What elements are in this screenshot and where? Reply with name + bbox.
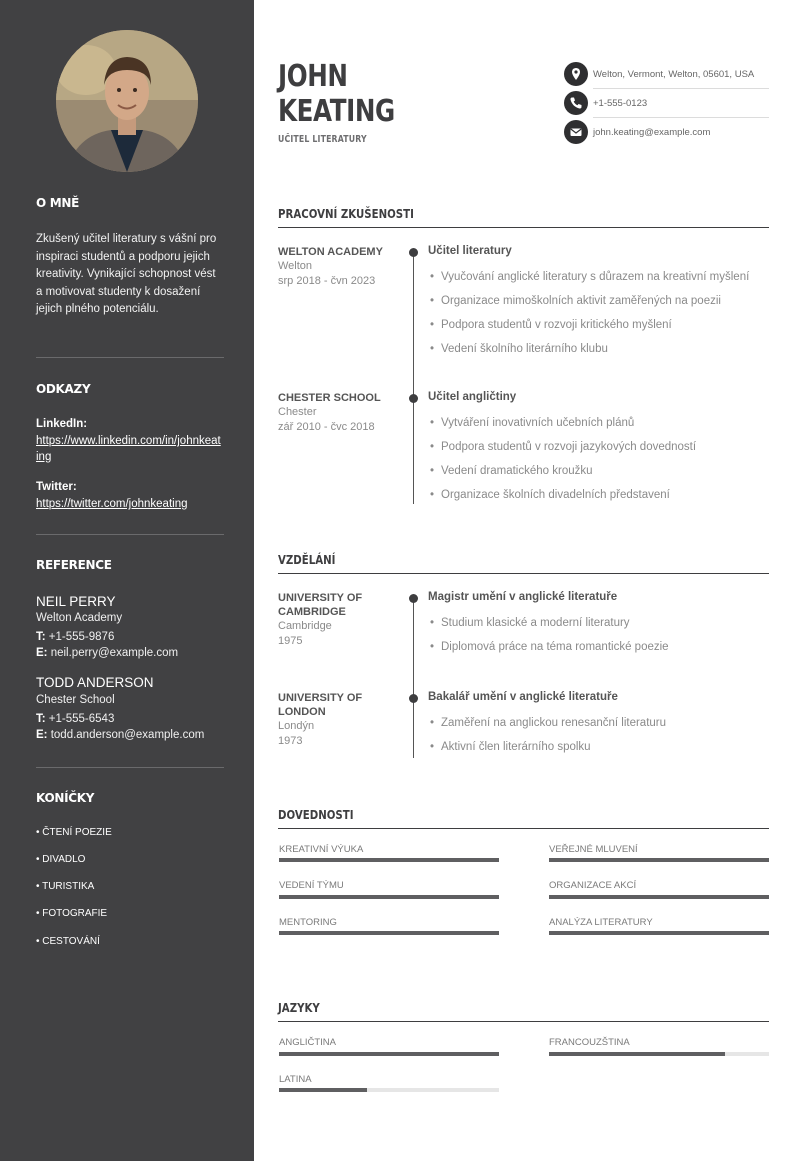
language-name: LATINA <box>279 1074 312 1085</box>
skill-name: VEDENÍ TÝMU <box>279 880 344 891</box>
reference-phone <box>36 713 114 725</box>
skill-bar-fill <box>549 895 769 899</box>
date-range: srp 2018 - čvn 2023 <box>278 275 376 287</box>
year: 1973 <box>278 735 303 747</box>
education-heading: VZDĚLÁNÍ <box>278 553 336 567</box>
location: Chester <box>278 406 317 418</box>
reference-name: TODD ANDERSON <box>36 675 154 690</box>
timeline-dot <box>409 694 418 703</box>
language-name: ANGLIČTINA <box>279 1037 337 1048</box>
hobby-item: • FOTOGRAFIE <box>36 908 108 919</box>
language-bar <box>549 1052 769 1056</box>
divider <box>36 357 224 358</box>
school: UNIVERSITY OF CAMBRIDGE <box>278 592 363 618</box>
hobby-item: • ČTENÍ POEZIE <box>36 827 112 838</box>
skill-bar-fill <box>279 931 499 935</box>
email-label: E: <box>36 729 48 741</box>
section-rule <box>278 227 769 228</box>
language-bar-fill <box>279 1088 367 1092</box>
skill-bar <box>279 895 499 899</box>
last-name: KEATING <box>278 94 395 129</box>
phone-label: T: <box>36 713 46 725</box>
twitter-link[interactable]: https://twitter.com/johnkeating <box>36 498 188 510</box>
list-item: • Studium klasické a moderní literatury <box>430 617 630 629</box>
hobbies-heading: KONÍČKY <box>36 791 95 805</box>
language-bar-fill <box>279 1052 499 1056</box>
timeline-dot <box>409 394 418 403</box>
email-value: neil.perry@example.com <box>50 647 179 659</box>
list-item: • Diplomová práce na téma romantické poezie <box>430 641 669 653</box>
language-bar-fill <box>549 1052 725 1056</box>
contact-email: john.keating@example.com <box>593 127 711 138</box>
skill-bar <box>549 858 769 862</box>
location-icon <box>564 62 588 86</box>
divider <box>593 88 769 89</box>
references-heading: REFERENCE <box>36 558 112 572</box>
school: UNIVERSITY OF LONDON <box>278 692 363 718</box>
skills-heading: DOVEDNOSTI <box>278 808 354 822</box>
linkedin-label: LinkedIn: <box>36 418 88 430</box>
reference-phone <box>36 631 114 643</box>
links-heading: ODKAZY <box>36 382 91 396</box>
timeline <box>413 598 414 758</box>
linkedin-link[interactable]: https://www.linkedin.com/in/johnkeating <box>36 435 221 463</box>
about-heading: O MNĚ <box>36 196 80 210</box>
phone-label: T: <box>36 631 46 643</box>
timeline-dot <box>409 594 418 603</box>
skill-name: KREATIVNÍ VÝUKA <box>279 844 364 855</box>
skill-bar-fill <box>549 931 769 935</box>
phone-value: +1-555-6543 <box>48 713 115 725</box>
email-label: E: <box>36 647 48 659</box>
skill-bar <box>549 931 769 935</box>
divider <box>36 767 224 768</box>
skill-bar-fill <box>549 858 769 862</box>
twitter-label: Twitter: <box>36 481 77 493</box>
contact-phone: +1-555-0123 <box>593 98 648 109</box>
employer: WELTON ACADEMY <box>278 246 383 258</box>
first-name: JOHN <box>278 59 348 94</box>
divider <box>593 117 769 118</box>
divider <box>36 534 224 535</box>
reference-org: Welton Academy <box>36 612 123 624</box>
list-item: • Podpora studentů v rozvoji jazykových dovedností <box>430 441 696 453</box>
skill-bar-fill <box>279 858 499 862</box>
list-item: • Vyučování anglické literatury s důrazem na kreativní myšlení <box>430 271 749 283</box>
portrait-photo-icon <box>56 30 198 172</box>
timeline <box>413 252 414 504</box>
list-item: • Zaměření na anglickou renesanční literaturu <box>430 717 666 729</box>
list-item: • Vedení dramatického kroužku <box>430 465 593 477</box>
reference-org: Chester School <box>36 694 115 706</box>
skill-bar <box>279 931 499 935</box>
reference-email <box>36 647 178 659</box>
degree-title: Magistr umění v anglické literatuře <box>428 591 618 603</box>
language-bar <box>279 1052 499 1056</box>
skill-bar <box>279 858 499 862</box>
position-title: Učitel literatury <box>428 245 512 257</box>
degree-title: Bakalář umění v anglické literatuře <box>428 691 618 703</box>
list-item: • Aktivní člen literárního spolku <box>430 741 591 753</box>
skill-name: ANALÝZA LITERATURY <box>549 917 653 928</box>
date-range: zář 2010 - čvc 2018 <box>278 421 375 433</box>
email-value: todd.anderson@example.com <box>50 729 205 741</box>
sidebar <box>0 0 254 1161</box>
skill-name: MENTORING <box>279 917 337 928</box>
position-title: Učitel angličtiny <box>428 391 517 403</box>
list-item: • Podpora studentů v rozvoji kritického myšlení <box>430 319 672 331</box>
year: 1975 <box>278 635 303 647</box>
employer: CHESTER SCHOOL <box>278 392 381 404</box>
location: Cambridge <box>278 620 332 632</box>
section-rule <box>278 573 769 574</box>
reference-email <box>36 729 204 741</box>
skill-bar-fill <box>279 895 499 899</box>
list-item: • Vytváření inovativních učebních plánů <box>430 417 634 429</box>
language-name: FRANCOUZŠTINA <box>549 1037 630 1048</box>
contact-address: Welton, Vermont, Welton, 05601, USA <box>593 69 755 80</box>
skill-name: ORGANIZACE AKCÍ <box>549 880 637 891</box>
section-rule <box>278 1021 769 1022</box>
list-item: • Organizace mimoškolních aktivit zaměřených na poezii <box>430 295 721 307</box>
languages-heading: JAZYKY <box>278 1001 320 1015</box>
hobby-item: • CESTOVÁNÍ <box>36 936 100 947</box>
location: Welton <box>278 260 313 272</box>
hobby-item: • TURISTIKA <box>36 881 95 892</box>
phone-value: +1-555-9876 <box>48 631 115 643</box>
email-icon <box>564 120 588 144</box>
avatar <box>56 30 198 172</box>
job-title: UČITEL LITERATURY <box>278 134 367 145</box>
timeline-dot <box>409 248 418 257</box>
section-rule <box>278 828 769 829</box>
skill-bar <box>549 895 769 899</box>
list-item: • Organizace školních divadelních představení <box>430 489 670 501</box>
experience-heading: PRACOVNÍ ZKUŠENOSTI <box>278 207 414 221</box>
list-item: • Vedení školního literárního klubu <box>430 343 608 355</box>
about-text: Zkušený učitel literatury s vášní pro inspiraci studentů a podporu jejich kreativity. Vynikající schopnost vést a motivovat studenty k dosažení jejich plného potenciálu. <box>36 233 217 315</box>
location: Londýn <box>278 720 315 732</box>
hobby-item: • DIVADLO <box>36 854 86 865</box>
language-bar <box>279 1088 499 1092</box>
skill-name: VEŘEJNÉ MLUVENÍ <box>549 844 638 855</box>
phone-icon <box>564 91 588 115</box>
reference-name: NEIL PERRY <box>36 594 116 609</box>
